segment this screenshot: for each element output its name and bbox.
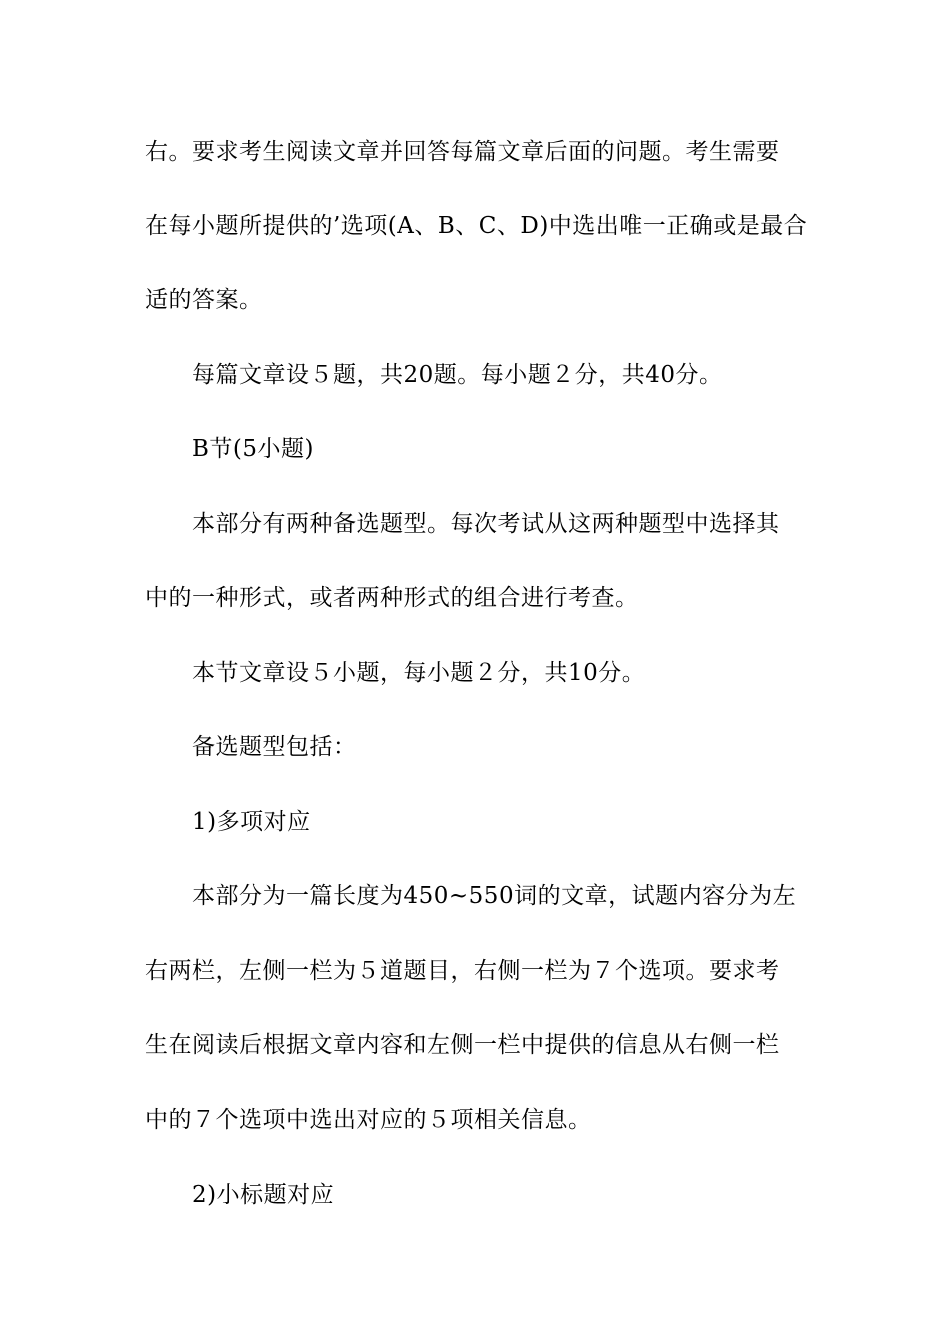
paragraph-line: 备选题型包括： [192,734,357,760]
paragraph-line: 右两栏，左侧一栏为５道题目，右侧一栏为７个选项。要求考 [145,958,780,984]
paragraph-line: 右。要求考生阅读文章并回答每篇文章后面的问题。考生需要 [145,139,780,165]
list-heading: 1)多项对应 [192,809,311,835]
paragraph-line: 生在阅读后根据文章内容和左侧一栏中提供的信息从右侧一栏 [145,1032,780,1058]
paragraph-line: 本部分有两种备选题型。每次考试从这两种题型中选择其 [192,511,780,537]
paragraph-line: 中的一种形式，或者两种形式的组合进行考查。 [145,585,639,611]
paragraph-line: 本节文章设５小题，每小题２分，共10分。 [192,660,646,686]
list-heading: 2)小标题对应 [192,1182,335,1208]
paragraph-line: 每篇文章设５题，共20题。每小题２分，共40分。 [192,362,723,388]
paragraph-line: 在每小题所提供的’选项(A、B、C、D)中选出唯一正确或是最合 [145,213,808,239]
paragraph-line: 适的答案。 [145,287,263,313]
paragraph-line: 本部分为一篇长度为450~550词的文章，试题内容分为左 [192,883,797,909]
section-heading: B节(5小题) [192,436,314,462]
paragraph-line: 中的７个选项中选出对应的５项相关信息。 [145,1107,592,1133]
